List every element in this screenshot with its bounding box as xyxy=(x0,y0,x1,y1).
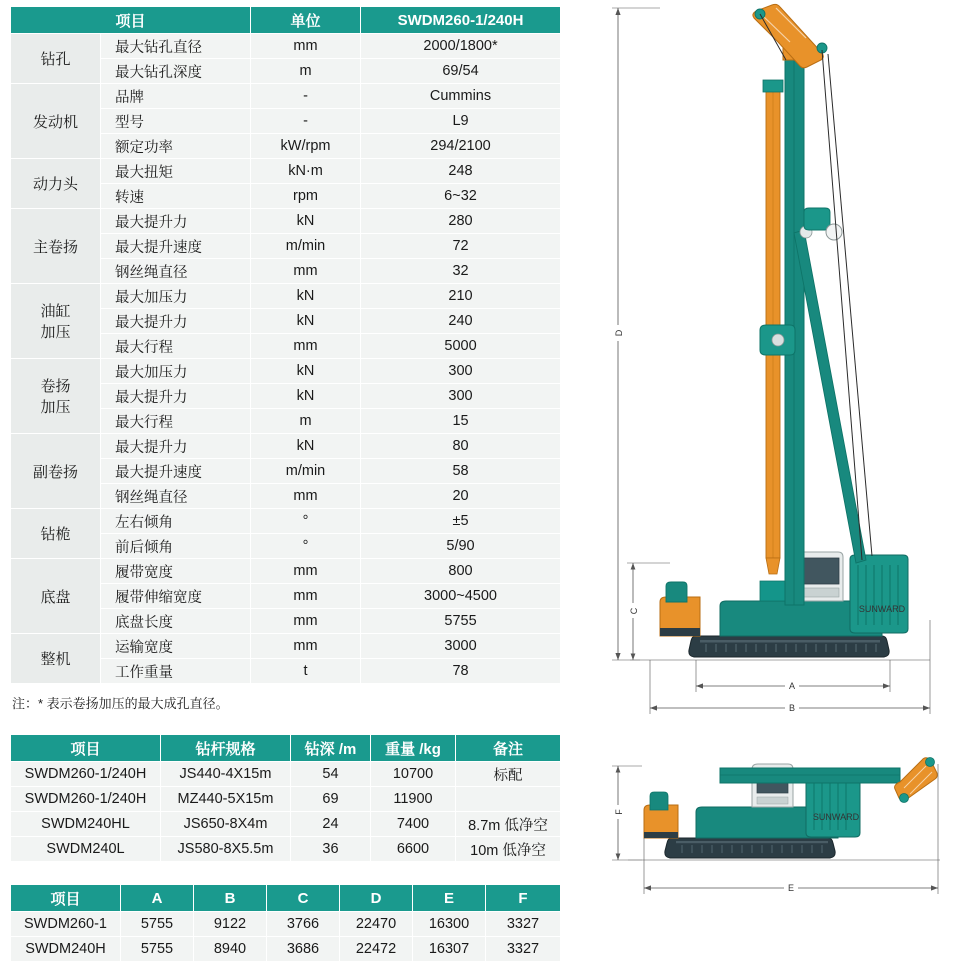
col-header-c: C xyxy=(267,885,340,912)
spec-item: 运输宽度 xyxy=(101,634,251,659)
group-label: 油缸 加压 xyxy=(11,284,101,359)
spec-item: 钢丝绳直径 xyxy=(101,259,251,284)
spec-unit: mm xyxy=(251,34,361,59)
spec-value: 3000~4500 xyxy=(361,584,561,609)
spec-value: ±5 xyxy=(361,509,561,534)
spec-item: 最大提升力 xyxy=(101,209,251,234)
group-label: 钻孔 xyxy=(11,34,101,84)
spec-unit: rpm xyxy=(251,184,361,209)
spec-item: 最大提升速度 xyxy=(101,459,251,484)
tables-column xyxy=(10,6,560,962)
spec-value: 5000 xyxy=(361,334,561,359)
spec-unit: mm xyxy=(251,559,361,584)
spec-value: 3000 xyxy=(361,634,561,659)
spec-item: 额定功率 xyxy=(101,134,251,159)
crawler-track xyxy=(665,838,835,858)
cell-d: 22470 xyxy=(340,912,413,937)
brand-mark: SUNWARD xyxy=(812,812,860,822)
col-header-a: A xyxy=(121,885,194,912)
cell-weight: 7400 xyxy=(371,812,456,837)
spec-value: 240 xyxy=(361,309,561,334)
spec-unit: mm xyxy=(251,609,361,634)
spec-value: L9 xyxy=(361,109,561,134)
drill-mast xyxy=(783,37,806,605)
col-header-d: D xyxy=(340,885,413,912)
col-header-item: 项目 xyxy=(11,735,161,762)
spec-unit: ° xyxy=(251,509,361,534)
cell-e: 16300 xyxy=(413,912,486,937)
cell-c: 3766 xyxy=(267,912,340,937)
spec-value: 78 xyxy=(361,659,561,684)
cell-c: 3686 xyxy=(267,937,340,962)
spec-unit: - xyxy=(251,84,361,109)
table-header-row xyxy=(11,7,561,34)
cell-model: SWDM240H xyxy=(11,937,121,962)
spec-value: 210 xyxy=(361,284,561,309)
col-header-f: F xyxy=(486,885,561,912)
spec-unit: mm xyxy=(251,484,361,509)
crawler-track xyxy=(689,636,889,657)
spec-value: 6~32 xyxy=(361,184,561,209)
table-header-row xyxy=(11,885,561,912)
spec-item: 最大提升力 xyxy=(101,384,251,409)
table-row xyxy=(11,787,561,812)
mast-support-strut xyxy=(794,226,866,563)
cell-depth: 36 xyxy=(291,837,371,862)
drawings-column xyxy=(600,0,955,973)
dimension-label-d: D xyxy=(614,329,624,337)
table-row xyxy=(11,634,561,659)
cell-b: 9122 xyxy=(194,912,267,937)
spec-unit: kW/rpm xyxy=(251,134,361,159)
cell-weight: 6600 xyxy=(371,837,456,862)
spec-item: 品牌 xyxy=(101,84,251,109)
col-header-unit: 单位 xyxy=(251,7,361,34)
cell-rod-spec: JS580-8X5.5m xyxy=(161,837,291,862)
cell-model: SWDM260-1 xyxy=(11,912,121,937)
table-row xyxy=(11,284,561,309)
cell-depth: 24 xyxy=(291,812,371,837)
cell-weight: 11900 xyxy=(371,787,456,812)
col-header-item: 项目 xyxy=(11,7,251,34)
cell-rod-spec: JS440-4X15m xyxy=(161,762,291,787)
cell-remark: 10m 低净空 xyxy=(456,837,561,862)
spec-value: 58 xyxy=(361,459,561,484)
spec-value: 2000/1800* xyxy=(361,34,561,59)
spec-value: 32 xyxy=(361,259,561,284)
spec-value: 80 xyxy=(361,434,561,459)
spec-unit: - xyxy=(251,109,361,134)
dimension-d xyxy=(612,8,660,660)
spec-value: 300 xyxy=(361,359,561,384)
spec-unit: kN xyxy=(251,284,361,309)
group-label: 发动机 xyxy=(11,84,101,159)
spec-unit: m xyxy=(251,59,361,84)
dimension-label-b: B xyxy=(788,703,796,713)
front-attachment xyxy=(660,582,700,636)
cell-e: 16307 xyxy=(413,937,486,962)
table-row xyxy=(11,837,561,862)
col-header-remark: 备注 xyxy=(456,735,561,762)
cell-depth: 54 xyxy=(291,762,371,787)
spec-value: 248 xyxy=(361,159,561,184)
table-row xyxy=(11,912,561,937)
dimension-label-c: C xyxy=(629,607,639,615)
spec-item: 前后倾角 xyxy=(101,534,251,559)
cell-model: SWDM260-1/240H xyxy=(11,787,161,812)
table-row xyxy=(11,434,561,459)
spec-unit: m xyxy=(251,409,361,434)
drill-rod-table xyxy=(10,734,561,862)
dimension-a xyxy=(696,660,890,692)
cell-f: 3327 xyxy=(486,937,561,962)
spec-item: 最大提升力 xyxy=(101,434,251,459)
spec-unit: mm xyxy=(251,634,361,659)
col-header-rod-spec: 钻杆规格 xyxy=(161,735,291,762)
spec-item: 最大钻孔深度 xyxy=(101,59,251,84)
cell-d: 22472 xyxy=(340,937,413,962)
table-row xyxy=(11,559,561,584)
spec-item: 最大提升力 xyxy=(101,309,251,334)
machine-body xyxy=(720,552,908,636)
rig-working-position-drawing xyxy=(600,0,955,730)
spec-value: 5/90 xyxy=(361,534,561,559)
dimension-label-a: A xyxy=(788,681,796,691)
spec-item: 最大扭矩 xyxy=(101,159,251,184)
spec-unit: m/min xyxy=(251,234,361,259)
spec-value: 280 xyxy=(361,209,561,234)
rig-transport-position-drawing xyxy=(600,738,955,968)
specification-table xyxy=(10,6,561,684)
group-label: 副卷扬 xyxy=(11,434,101,509)
spec-unit: kN xyxy=(251,384,361,409)
cell-remark: 标配 xyxy=(456,762,561,787)
table-row xyxy=(11,762,561,787)
spec-item: 最大加压力 xyxy=(101,359,251,384)
spec-item: 最大加压力 xyxy=(101,284,251,309)
spec-unit: kN xyxy=(251,209,361,234)
spec-unit: mm xyxy=(251,259,361,284)
spec-unit: m/min xyxy=(251,459,361,484)
spec-unit: mm xyxy=(251,334,361,359)
spec-item: 最大钻孔直径 xyxy=(101,34,251,59)
cell-remark xyxy=(456,787,561,812)
table-row xyxy=(11,84,561,109)
spec-unit: mm xyxy=(251,584,361,609)
col-header-item: 项目 xyxy=(11,885,121,912)
table-row xyxy=(11,937,561,962)
rotary-drive-head xyxy=(760,325,795,355)
table-row xyxy=(11,509,561,534)
dimension-table xyxy=(10,884,561,962)
cell-f: 3327 xyxy=(486,912,561,937)
table-row xyxy=(11,159,561,184)
spec-value: 20 xyxy=(361,484,561,509)
spec-unit: kN xyxy=(251,434,361,459)
cell-weight: 10700 xyxy=(371,762,456,787)
group-label: 整机 xyxy=(11,634,101,684)
group-label: 卷扬 加压 xyxy=(11,359,101,434)
cell-rod-spec: JS650-8X4m xyxy=(161,812,291,837)
cell-a: 5755 xyxy=(121,937,194,962)
cell-rod-spec: MZ440-5X15m xyxy=(161,787,291,812)
spec-item: 最大行程 xyxy=(101,334,251,359)
spec-item: 底盘长度 xyxy=(101,609,251,634)
dimension-label-f: F xyxy=(614,809,624,815)
spec-unit: kN xyxy=(251,359,361,384)
spec-item: 履带宽度 xyxy=(101,559,251,584)
table-row xyxy=(11,34,561,59)
spec-value: 69/54 xyxy=(361,59,561,84)
col-header-e: E xyxy=(413,885,486,912)
group-label: 底盘 xyxy=(11,559,101,634)
cell-model: SWDM240L xyxy=(11,837,161,862)
spec-item: 最大行程 xyxy=(101,409,251,434)
spec-item: 转速 xyxy=(101,184,251,209)
spec-value: 5755 xyxy=(361,609,561,634)
table-row xyxy=(11,359,561,384)
table-footnote: 注：* 表示卷扬加压的最大成孔直径。 xyxy=(12,696,229,711)
group-label: 钻桅 xyxy=(11,509,101,559)
spec-value: 294/2100 xyxy=(361,134,561,159)
col-header-b: B xyxy=(194,885,267,912)
group-label: 主卷扬 xyxy=(11,209,101,284)
table-row xyxy=(11,209,561,234)
group-label: 动力头 xyxy=(11,159,101,209)
spec-value: 300 xyxy=(361,384,561,409)
col-header-depth: 钻深 /m xyxy=(291,735,371,762)
cell-a: 5755 xyxy=(121,912,194,937)
cell-model: SWDM260-1/240H xyxy=(11,762,161,787)
spec-value: Cummins xyxy=(361,84,561,109)
spec-unit: t xyxy=(251,659,361,684)
spec-value: 15 xyxy=(361,409,561,434)
table-row xyxy=(11,812,561,837)
table-header-row xyxy=(11,735,561,762)
col-header-weight: 重量 /kg xyxy=(371,735,456,762)
spec-unit: ° xyxy=(251,534,361,559)
spec-value: 800 xyxy=(361,559,561,584)
cell-b: 8940 xyxy=(194,937,267,962)
spec-item: 履带伸缩宽度 xyxy=(101,584,251,609)
spec-unit: kN xyxy=(251,309,361,334)
brand-mark: SUNWARD xyxy=(858,604,906,614)
spec-item: 左右倾角 xyxy=(101,509,251,534)
spec-unit: kN·m xyxy=(251,159,361,184)
front-attachment xyxy=(644,792,678,838)
cell-depth: 69 xyxy=(291,787,371,812)
spec-item: 型号 xyxy=(101,109,251,134)
dimension-label-e: E xyxy=(787,883,795,893)
spec-item: 钢丝绳直径 xyxy=(101,484,251,509)
cell-remark: 8.7m 低净空 xyxy=(456,812,561,837)
dimension-f xyxy=(612,766,642,860)
spec-item: 工作重量 xyxy=(101,659,251,684)
cell-model: SWDM240HL xyxy=(11,812,161,837)
col-header-model: SWDM260-1/240H xyxy=(361,7,561,34)
spec-value: 72 xyxy=(361,234,561,259)
spec-item: 最大提升速度 xyxy=(101,234,251,259)
